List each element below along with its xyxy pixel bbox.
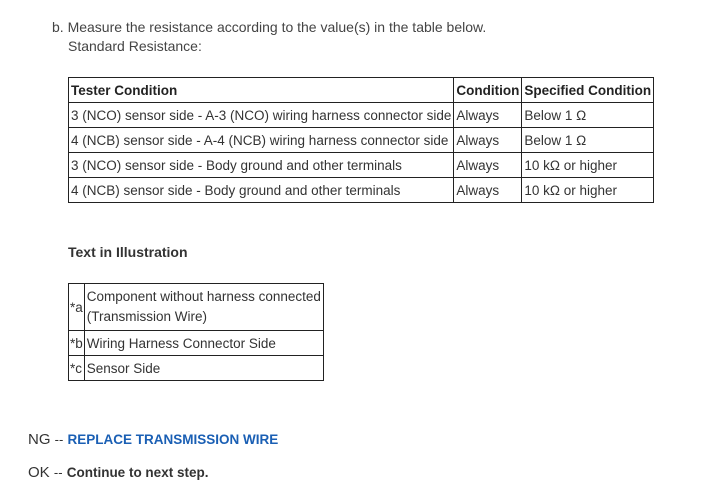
- legend-row: [69, 331, 324, 356]
- ok-result: [28, 464, 208, 481]
- specified-condition-cell: 10 kΩ or higher: [522, 153, 654, 178]
- condition-cell: Always: [454, 103, 522, 128]
- legend-row: [69, 284, 324, 331]
- ng-tag: NG: [28, 431, 51, 448]
- table-row: [69, 128, 654, 153]
- tester-condition-cell: 3 (NCO) sensor side - A-3 (NCO) wiring harness connector side: [69, 103, 454, 128]
- illustration-legend-table: [68, 283, 324, 381]
- tester-condition-cell: 4 (NCB) sensor side - A-4 (NCB) wiring harness connector side: [69, 128, 454, 153]
- legend-text: Wiring Harness Connector Side: [84, 331, 323, 356]
- tester-condition-cell: 3 (NCO) sensor side - Body ground and other terminals: [69, 153, 454, 178]
- specified-condition-cell: Below 1 Ω: [522, 103, 654, 128]
- header-tester-condition: Tester Condition: [69, 78, 454, 103]
- legend-key: *a: [69, 284, 85, 331]
- legend-row: [69, 356, 324, 381]
- continue-next-step-text: Continue to next step.: [66, 465, 209, 480]
- specified-condition-cell: 10 kΩ or higher: [522, 178, 654, 203]
- illustration-caption: Text in Illustration: [68, 244, 188, 260]
- measurement-instruction: [52, 18, 486, 56]
- replace-transmission-wire-link[interactable]: REPLACE TRANSMISSION WIRE: [67, 432, 279, 447]
- table-row: [69, 178, 654, 203]
- legend-key: *b: [69, 331, 85, 356]
- condition-cell: Always: [454, 178, 522, 203]
- table-header-row: [69, 78, 654, 103]
- ok-tag: OK: [28, 464, 50, 481]
- header-specified-condition: Specified Condition: [522, 78, 654, 103]
- standard-resistance-table: [68, 77, 654, 203]
- specified-condition-cell: Below 1 Ω: [522, 128, 654, 153]
- legend-text: [84, 284, 323, 331]
- legend-key: *c: [69, 356, 85, 381]
- legend-text-line: Component without harness connected: [86, 289, 321, 304]
- legend-text-line: (Transmission Wire): [86, 309, 208, 324]
- table-row: [69, 153, 654, 178]
- condition-cell: Always: [454, 128, 522, 153]
- header-condition: Condition: [454, 78, 522, 103]
- tester-condition-cell: 4 (NCB) sensor side - Body ground and other terminals: [69, 178, 454, 203]
- ng-separator: --: [54, 432, 64, 447]
- table-row: [69, 103, 654, 128]
- standard-resistance-label: Standard Resistance:: [68, 38, 202, 54]
- legend-text: Sensor Side: [84, 356, 323, 381]
- condition-cell: Always: [454, 153, 522, 178]
- ng-result: [28, 431, 278, 448]
- ok-separator: --: [53, 465, 63, 480]
- instruction-line: b. Measure the resistance according to the value(s) in the table below.: [52, 19, 487, 35]
